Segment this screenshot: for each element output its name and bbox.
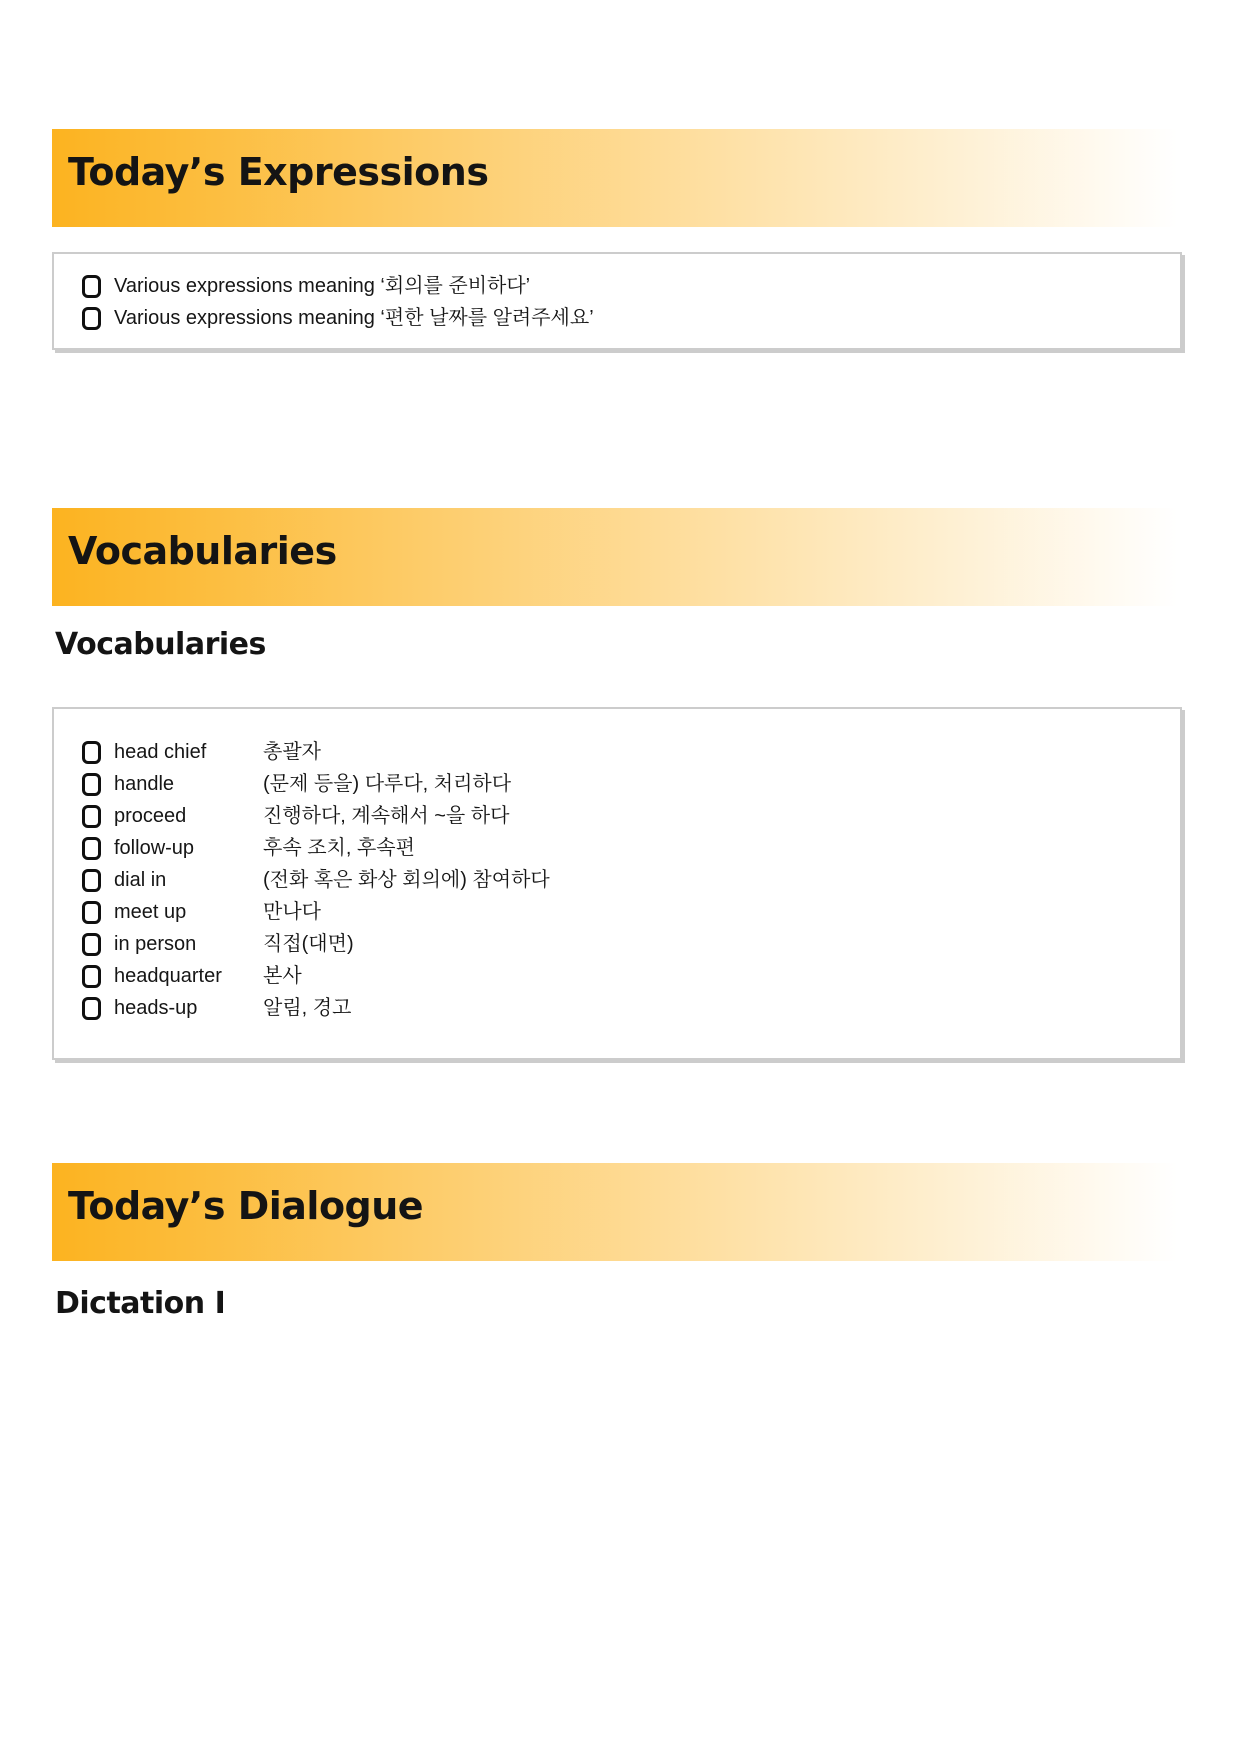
todays-expressions-title: Today’s Expressions xyxy=(68,150,489,194)
vocabulary-item xyxy=(82,960,1160,992)
vocabulary-word: meet up xyxy=(114,901,187,923)
vocabulary-word: in person xyxy=(114,933,197,955)
vocabulary-word: dial in xyxy=(114,869,167,891)
vocabulary-meaning: 진행하다, 계속해서 ~을 하다 xyxy=(263,805,510,827)
vocabulary-item xyxy=(82,992,1160,1024)
vocabulary-word: follow-up xyxy=(114,837,195,859)
checklist-item xyxy=(82,270,1160,302)
checkbox-icon[interactable] xyxy=(82,741,101,764)
vocabulary-item xyxy=(82,736,1160,768)
vocabulary-item xyxy=(82,800,1160,832)
vocabulary-meaning: (전화 혹은 화상 회의에) 참여하다 xyxy=(263,869,550,891)
checklist-item-text: Various expressions meaning ‘편한 날짜를 알려주세요’ xyxy=(114,307,594,329)
vocabulary-meaning: 본사 xyxy=(263,965,302,987)
checkbox-icon[interactable] xyxy=(82,837,101,860)
vocabulary-item xyxy=(82,832,1160,864)
expressions-checklist-box xyxy=(52,252,1182,350)
section-header-todays-dialogue xyxy=(52,1163,1189,1261)
vocabulary-list-box xyxy=(52,707,1182,1060)
checkbox-icon[interactable] xyxy=(82,773,101,796)
checkbox-icon[interactable] xyxy=(82,307,101,330)
vocabulary-meaning: 직접(대면) xyxy=(263,933,354,955)
vocabulary-meaning: 알림, 경고 xyxy=(263,997,352,1019)
checklist-item xyxy=(82,302,1160,334)
checkbox-icon[interactable] xyxy=(82,997,101,1020)
dictation-subheading: Dictation I xyxy=(55,1286,226,1321)
vocabulary-item xyxy=(82,864,1160,896)
section-header-todays-expressions xyxy=(52,129,1189,227)
vocabulary-meaning: 총괄자 xyxy=(263,741,321,763)
section-header-vocabularies xyxy=(52,508,1189,606)
vocabulary-item xyxy=(82,928,1160,960)
vocabulary-word: headquarter xyxy=(114,965,222,987)
vocabulary-item xyxy=(82,768,1160,800)
checkbox-icon[interactable] xyxy=(82,901,101,924)
vocabularies-subheading: Vocabularies xyxy=(55,627,266,662)
checkbox-icon[interactable] xyxy=(82,933,101,956)
vocabulary-meaning: 후속 조치, 후속편 xyxy=(263,837,415,859)
checkbox-icon[interactable] xyxy=(82,275,101,298)
checkbox-icon[interactable] xyxy=(82,805,101,828)
vocabulary-word: proceed xyxy=(114,805,187,827)
checklist-item-text: Various expressions meaning ‘회의를 준비하다’ xyxy=(114,275,531,297)
vocabulary-item xyxy=(82,896,1160,928)
checkbox-icon[interactable] xyxy=(82,869,101,892)
vocabulary-meaning: (문제 등을) 다루다, 처리하다 xyxy=(263,773,512,795)
vocabulary-word: heads-up xyxy=(114,997,198,1019)
vocabulary-word: head chief xyxy=(114,741,207,763)
todays-dialogue-title: Today’s Dialogue xyxy=(68,1184,424,1228)
vocabularies-title: Vocabularies xyxy=(68,529,337,573)
checkbox-icon[interactable] xyxy=(82,965,101,988)
vocabulary-word: handle xyxy=(114,773,175,795)
vocabulary-meaning: 만나다 xyxy=(263,901,321,923)
